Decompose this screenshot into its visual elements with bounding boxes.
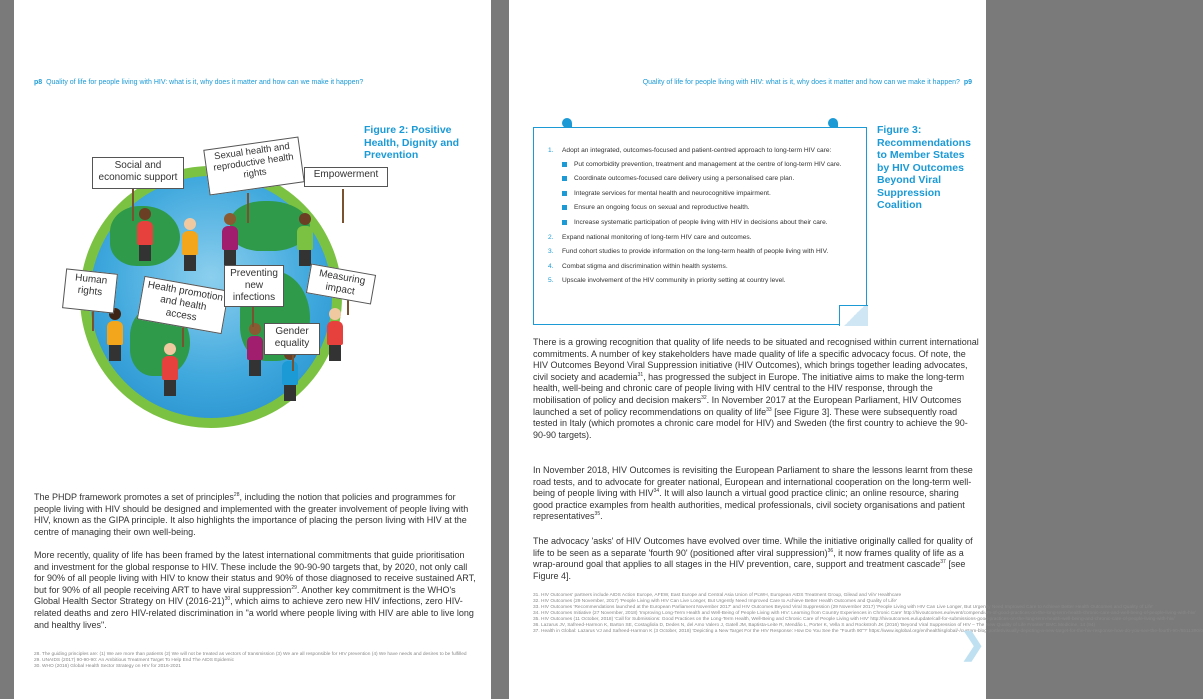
list-item: 1. Adopt an integrated, outcomes-focused and patient-centred approach to long-term HIV care: Put comorbidity prevention, treatment and management at the centre of long-term HIV care. Coordinate outcomes-focused care delivery using a personalised care plan. Integrate services for mental health and neurocognitive impairment. Ensure an ongoing focus on sexual and reproductive health. Increase systematic participation of people living with HIV in decisions about their care.	[548, 147, 854, 228]
sign-stick	[92, 311, 94, 331]
sub-list	[562, 161, 854, 228]
list-item: 3. Fund cohort studies to provide information on the long-term health of people living with HIV.	[548, 248, 829, 256]
running-header	[643, 79, 972, 86]
sign-empowerment: Empowerment	[304, 167, 388, 187]
sign-stick	[132, 185, 134, 221]
footnotes	[533, 593, 1203, 635]
running-title: Quality of life for people living with HIV: what is it, why does it matter and how can we make it happen?	[642, 79, 960, 86]
list-item: 5. Upscale involvement of the HIV community in priority setting at country level.	[548, 277, 786, 285]
paragraph: More recently, quality of life has been framed by the latest international commitments that guide prioritisation and investment for the global response to HIV. These include the 90-90-90 targets that, by 2020, not only call for 90% of all people living with HIV to know their status and 90% of those diagnosed to receive sustained ART, but for 90% of all people receiving ART to have viral suppression$^{29}$. Another key commitment is the WHO's Global Health Sector Strategy on HIV (2016-21)$^{30}$, which aims to achieve zero new HIV infections, zero HIV-related deaths and zero HIV-related discrimination in "a world where people living with HIV are able to live long and healthy lives".	[34, 550, 476, 630]
list-item: Integrate services for mental health and neurocognitive impairment.	[562, 190, 854, 199]
bullet-square-icon	[562, 162, 567, 167]
footnotes	[34, 652, 474, 670]
person-figure	[162, 343, 178, 396]
bullet-square-icon	[562, 220, 567, 225]
footnote: 33. HIV Outcomes 'Recommendations launched at the European Parliament November 2017' and HIV Outcomes Beyond Viral Suppression (29 November 2017) 'People Living with HIV Can Live Longer, But Urgently Need Improved Care to Achieve Better Health Outcomes and Quality of Life'	[533, 605, 1154, 610]
sign-stick	[247, 193, 249, 223]
list-item: Increase systematic participation of people living with HIV in decisions about their care.	[562, 219, 854, 228]
sign-social-economic-support: Social and economic support	[92, 157, 184, 189]
page-curl-decoration	[839, 305, 868, 326]
sign-stick	[252, 305, 254, 327]
sign-stick	[342, 189, 344, 223]
figure-3-box	[533, 127, 867, 325]
figure-3-title: Figure 3: Recommendations to Member States by HIV Outcomes Beyond Viral Suppression Coalition	[877, 124, 971, 211]
footnote: 36. Lazarus JV, Safreed-Harmon K, Barton SE, Costagliola D, Dedes N, del Amo Valero J, Gatell JM, Baptista-Leite R, Mendão L, Porter K, Vella S and Rockstroh JK (2016) 'Beyond Viral Suppression of HIV – The New Quality of Life Frontier' BMC Medicine, 14 (94)	[533, 623, 1096, 628]
paragraph: The advocacy 'asks' of HIV Outcomes have evolved over time. While the initiative originally called for quality of life to be seen as a separate 'fourth 90' (positioned after viral suppression)$^{36}$, it now frames quality of life as a wrap-around goal that applies to all stages in the HIV prevention, care, support and treatment cascade$^{37}$ [see Figure 4].	[533, 536, 973, 581]
sign-stick	[292, 353, 294, 371]
list-item: 4. Combat stigma and discrimination within health systems.	[548, 262, 728, 270]
footnote: 35. HIV Outcomes (11 October, 2018) 'Call for Submissions: Good Practices on the Long-Term Health, Well-Being and Chronic Care of People Living with HIV' http://hivoutcomes.eu/update/call-for-submissions-good-practices-on-the-long-term-health-well-being-and-chronic-care-of-people-living-with-hiv/	[533, 617, 1175, 622]
person-figure	[282, 348, 298, 401]
footnote: 30. WHO (2016) Global Health Sector Strategy on HIV for 2016-2021	[34, 664, 181, 669]
person-figure	[327, 308, 343, 361]
sign-sexual-health-rights: Sexual health and reproductive health rights	[203, 137, 304, 196]
list-item: Ensure an ongoing focus on sexual and reproductive health.	[562, 204, 854, 213]
person-figure	[297, 213, 313, 266]
person-figure	[137, 208, 153, 261]
footnote: 28. The guiding principles are: (1) We are more than patients (2) We will not be treated as vectors of transmission (3) We are all responsible for HIV prevention (4) We have needs and desires to be fulfilled	[34, 652, 467, 657]
sign-preventing-new-infections: Preventing new infections	[224, 265, 284, 307]
paragraph: The PHDP framework promotes a set of principles$^{28}$, including the notion that policies and programmes for people living with HIV should be designed and implemented with the greater involvement of people living with HIV, known as the GIPA principle. It also highlights the importance of placing the person living with HIV at the centre of managing their own well-being.	[34, 492, 469, 537]
list-item: Coordinate outcomes-focused care delivery using a personalised care plan.	[562, 175, 854, 184]
pin-icon	[562, 118, 572, 128]
figure-2-title: Figure 2: Positive Health, Dignity and Prevention	[364, 124, 460, 161]
sign-measuring-impact: Measuring impact	[306, 263, 376, 304]
footnote: 29. UNAIDS (2017) 90-90-90: An Ambitious Treatment Target To Help End The AIDS Epidemic	[34, 658, 234, 663]
sign-health-promotion: Health promotion and health access	[137, 276, 229, 334]
bullet-square-icon	[562, 176, 567, 181]
footnote: 31. HIV Outcomes' partners include AIDS Action Europe, AFEW, East Europe and Central Asia Union of PLWH, European AIDS Treatment Group, Gilead and ViiV Healthcare	[533, 593, 902, 598]
left-page	[14, 0, 491, 699]
running-title: Quality of life for people living with HIV: what is it, why does it matter and how can we make it happen?	[46, 79, 364, 86]
page-number: p8	[34, 79, 43, 86]
running-header	[34, 79, 363, 86]
list-item: 2. Expand national monitoring of long-term HIV care and outcomes.	[548, 233, 752, 241]
pin-icon	[828, 118, 838, 128]
person-figure	[222, 213, 238, 266]
figure-2-illustration	[42, 123, 379, 478]
footnote: 34. HIV Outcomes Initiative (27 November, 2018) 'Improving Long-Term Health and Well-Being of People Living with HIV: Learning from Country Experiences in Chronic Care' http://hivoutcomes.eu/event/compendium-of-good-practices-on-the-long-term-health-chronic-care-and-well-being-of-people-living-with-hiv/	[533, 611, 1196, 616]
footnote: 32. HIV Outcomes (29 November, 2017) 'People Living with HIV Can Live Longer, But Urgently Need Improved Care to Achieve Better Health Outcomes and Quality of Life'	[533, 599, 897, 604]
paragraph: In November 2018, HIV Outcomes is revisiting the European Parliament to share the lessons learnt from these road tests, and to advocate for greater national, European and international cooperation on the long-term well-being of people living with HIV$^{34}$. It will also launch a virtual good practice clinic; an online resource, sharing good practice examples from health authorities, medical professionals, civil society organisations and patient representatives$^{35}$.	[533, 465, 973, 522]
person-figure	[247, 323, 263, 376]
right-page	[509, 0, 1203, 699]
bullet-square-icon	[562, 205, 567, 210]
person-figure	[107, 308, 123, 361]
page-number: p9	[963, 79, 972, 86]
paragraph: There is a growing recognition that quality of life needs to be situated and recognised within current international commitments. A number of key stakeholders have made quality of life a specific advocacy focus. Of note, the HIV Outcomes Beyond Viral Suppression initiative (HIV Outcomes), which brings together leading advocates, civil society and academia$^{31}$, has progressed the subject in Europe. The initiative aims to make the long-term health, well-being and chronic care of people living with HIV central to the HIV response, through the mobilisation of policy and decision makers$^{32}$. In November 2017 at the European Parliament, HIV Outcomes launched a set of policy recommendations on quality of life$^{33}$ [see Figure 3]. These were subsequently road tested in Italy (which promotes a chronic care model for HIV) and Sweden (the first country to achieve the 90-90-90 targets).	[533, 337, 979, 440]
bullet-square-icon	[562, 191, 567, 196]
footnote: 37. Health in Global: Lazarus VJ and Safreed-Harmon K (3 October, 2018) 'Depicting a New Target For the HIV Response: How Do You See the "Fourth 90"?' https://www.isglobal.org/en/healthisglobal/-/custom-blog-portlet/visually-depicting-a-new-target-for-the-hiv-response-how-do-you-see-the-fourth-90-/5511390/0	[533, 629, 1203, 634]
list-item: Put comorbidity prevention, treatment and management at the centre of long-term HIV care.	[562, 161, 854, 170]
sign-human-rights: Human rights	[62, 268, 118, 313]
sign-gender-equality: Gender equality	[264, 323, 320, 355]
person-figure	[182, 218, 198, 271]
recommendations-list	[548, 147, 854, 292]
chevron-right-icon[interactable]: ❯	[960, 628, 986, 661]
